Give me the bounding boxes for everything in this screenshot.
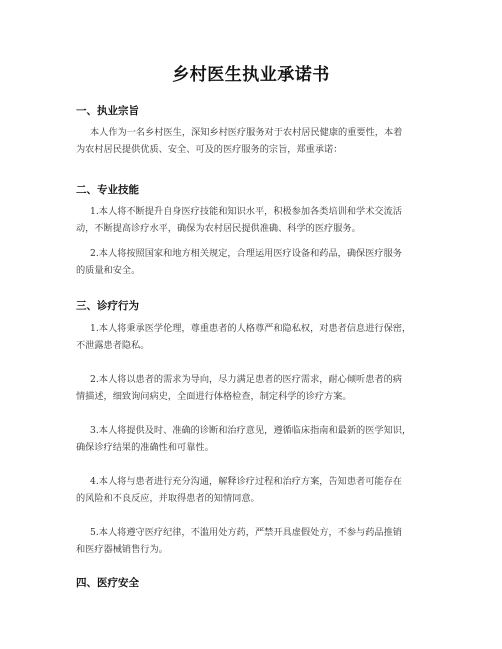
paragraph-line: 的质量和安全。 [76,265,141,276]
paragraph [76,422,436,456]
paragraph-line: 情描述，细致询问病史，全面进行体格检查，制定科学的诊疗方案。 [76,391,352,402]
paragraph-line: 不泄露患者隐私。 [76,340,150,351]
paragraph-line: 确保诊疗结果的准确性和可靠性。 [76,442,214,453]
paragraph-line: 1.本人将不断提升自身医疗技能和知识水平，积极参加各类培训和学术交流活 [90,206,402,217]
section-heading-purpose: 一、执业宗旨 [76,105,139,117]
paragraph-line: 和医疗器械销售行为。 [76,544,168,555]
paragraph [76,371,436,405]
paragraph [76,203,436,237]
paragraph [76,124,436,158]
section-heading-conduct: 三、诊疗行为 [76,300,139,312]
paragraph-line: 本人作为一名乡村医生，深知乡村医疗服务对于农村居民健康的重要性，本着 [90,127,403,138]
section-heading-skills: 二、专业技能 [76,184,139,196]
paragraph-line: 的风险和不良反应，并取得患者的知情同意。 [76,493,260,504]
paragraph-line: 3.本人将提供及时、准确的诊断和治疗意见，遵循临床指南和最新的医学知识， [90,425,412,436]
paragraph-line: 5.本人将遵守医疗纪律，不滥用处方药，严禁开具虚假处方，不参与药品推销 [90,527,402,538]
paragraph [76,524,436,558]
section-heading-safety: 四、医疗安全 [76,577,139,589]
paragraph [76,245,436,279]
document-title: 乡村医生执业承诺书 [172,65,330,85]
paragraph-line: 1.本人将秉承医学伦理，尊重患者的人格尊严和隐私权，对患者信息进行保密， [90,323,412,334]
paragraph-line: 为农村居民提供优质、安全、可及的医疗服务的宗旨，郑重承诺： [76,144,343,155]
paragraph [76,320,436,354]
paragraph-line: 动，不断提高诊疗水平，确保为农村居民提供准确、科学的医疗服务。 [76,223,361,234]
paragraph-line: 2.本人将按照国家和地方相关规定，合理运用医疗设备和药品，确保医疗服务 [90,248,402,259]
paragraph [76,473,436,507]
paragraph-line: 4.本人将与患者进行充分沟通，解释诊疗过程和治疗方案，告知患者可能存在 [90,476,402,487]
paragraph-line: 2.本人将以患者的需求为导向，尽力满足患者的医疗需求，耐心倾听患者的病 [90,374,402,385]
